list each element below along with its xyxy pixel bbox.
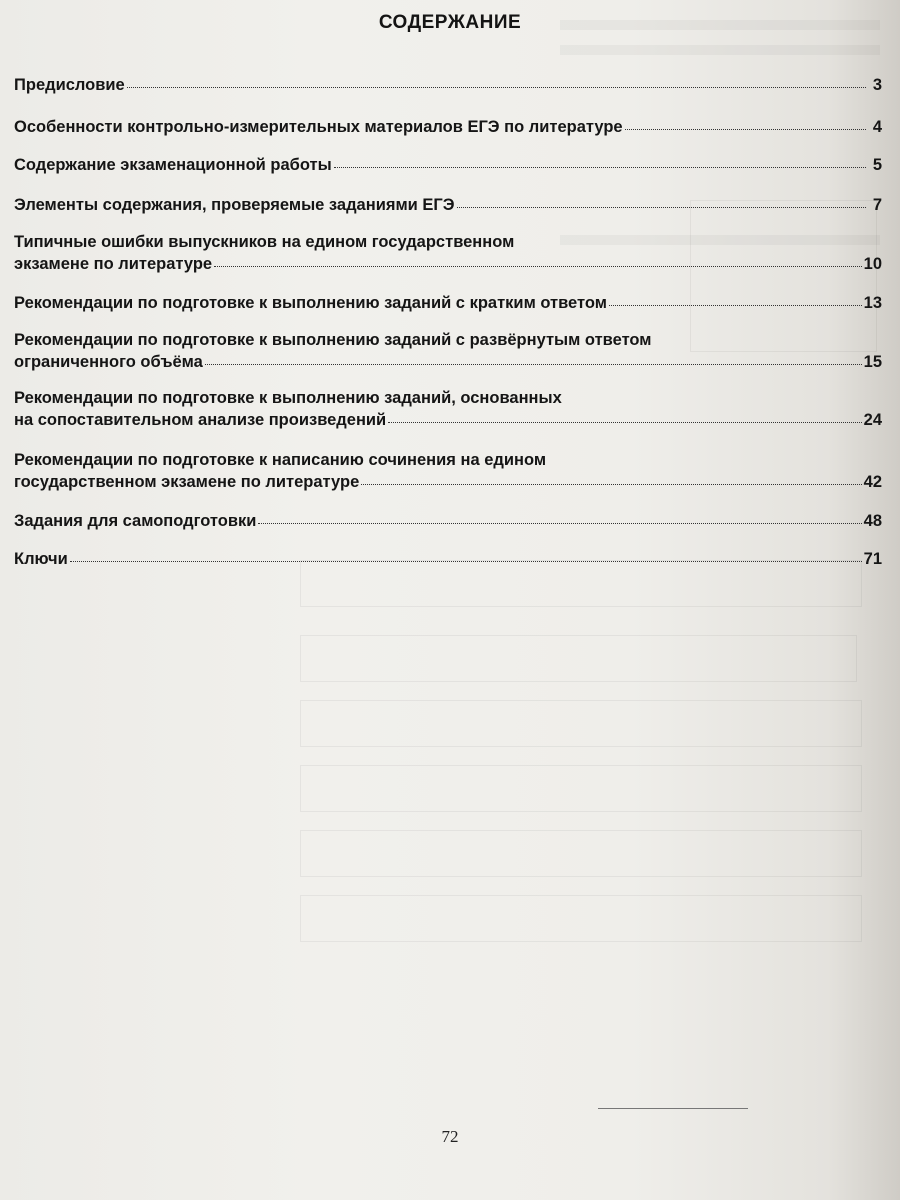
toc-entry	[14, 388, 882, 431]
toc-entry	[14, 116, 882, 138]
toc-page-number: 24	[863, 411, 882, 429]
leader-dots	[457, 192, 867, 208]
toc-page-number: 13	[863, 294, 882, 312]
toc-entry	[14, 232, 882, 275]
toc-entry-title: Содержание экзаменационной работы	[14, 156, 332, 174]
toc-entry-title-line: Рекомендации по подготовке к выполнению заданий с развёрнутым ответом	[14, 331, 652, 349]
toc-entry	[14, 194, 882, 216]
toc-entry	[14, 292, 882, 314]
toc-entry-title: Рекомендации по подготовке к выполнению заданий с кратким ответом	[14, 294, 607, 312]
toc-page-number: 71	[863, 550, 882, 568]
toc-entry-title: экзамене по литературе	[14, 255, 213, 273]
leader-dots	[609, 290, 862, 306]
bleed-through-box	[300, 635, 857, 682]
toc-page-number: 5	[872, 156, 882, 174]
toc-entry-title-line: Рекомендации по подготовке к написанию сочинения на едином	[14, 451, 547, 469]
toc-page-number: 10	[863, 255, 882, 273]
leader-dots	[388, 407, 861, 423]
footer-rule	[598, 1108, 748, 1109]
toc-entry	[14, 548, 882, 570]
toc-entry	[14, 510, 882, 532]
toc-entry-title: на сопоставительном анализе произведений	[14, 411, 387, 429]
page-number: 72	[441, 1127, 459, 1146]
toc-entry-title: государственном экзамене по литературе	[14, 473, 360, 491]
toc-entry-title: Особенности контрольно-измерительных материалов ЕГЭ по литературе	[14, 118, 623, 136]
bleed-through-text	[560, 45, 880, 55]
toc-page-number: 15	[863, 353, 882, 371]
toc-entry-title-line: Типичные ошибки выпускников на едином государственном	[14, 233, 515, 251]
bleed-through-box	[300, 700, 862, 747]
leader-dots	[258, 508, 861, 524]
toc-entry	[14, 330, 882, 373]
leader-dots	[214, 251, 862, 267]
leader-dots	[127, 72, 866, 88]
toc-entry-title: ограниченного объёма	[14, 353, 203, 371]
toc-entry	[14, 450, 882, 493]
leader-dots	[70, 546, 862, 562]
toc-entry	[14, 154, 882, 176]
leader-dots	[334, 152, 866, 168]
toc-entry-title: Задания для самоподготовки	[14, 512, 257, 530]
toc-entry-title: Предисловие	[14, 76, 125, 94]
leader-dots	[625, 114, 866, 130]
leader-dots	[205, 349, 862, 365]
page-title: СОДЕРЖАНИЕ	[378, 12, 522, 33]
toc-page-number: 3	[872, 76, 882, 94]
toc-entry-title: Элементы содержания, проверяемые заданиями ЕГЭ	[14, 196, 455, 214]
toc-page-number: 42	[863, 473, 882, 491]
toc-page-number: 4	[872, 118, 882, 136]
toc-entry-title: Ключи	[14, 550, 68, 568]
leader-dots	[361, 469, 861, 485]
bleed-through-box	[300, 765, 862, 812]
toc-page-number: 48	[863, 512, 882, 530]
toc-entry-title-line: Рекомендации по подготовке к выполнению заданий, основанных	[14, 389, 562, 407]
bleed-through-box	[300, 830, 862, 877]
toc-entry	[14, 74, 882, 96]
toc-page-number: 7	[872, 196, 882, 214]
bleed-through-box	[300, 895, 862, 942]
